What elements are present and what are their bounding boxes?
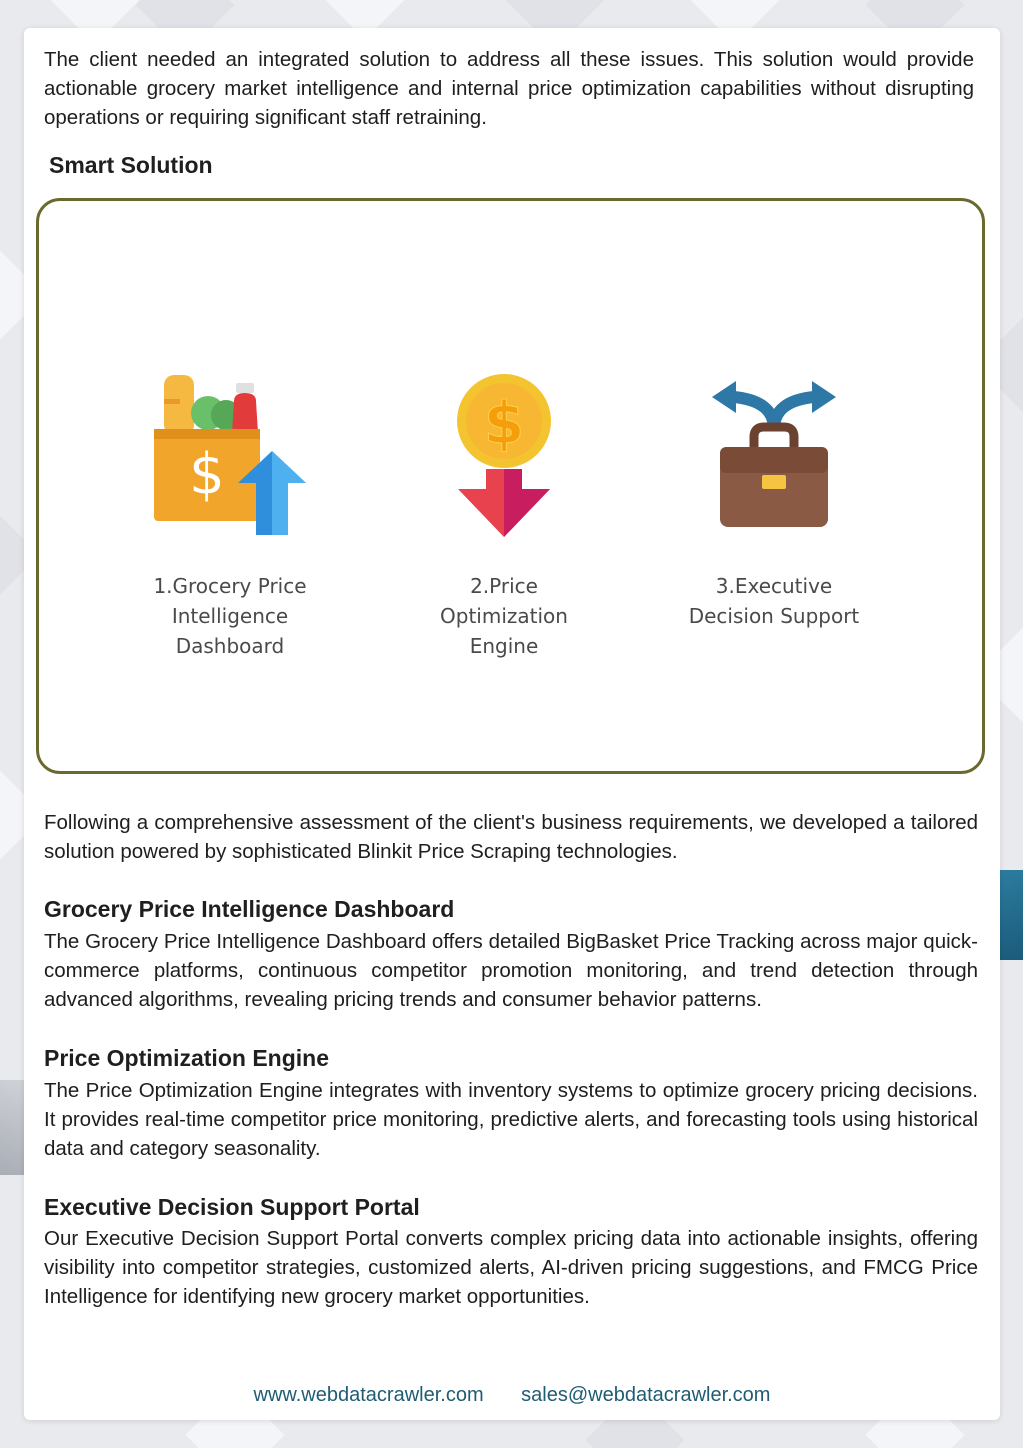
footer [24,1384,1000,1407]
email-link[interactable]: sales@webdatacrawler.com [521,1384,771,1406]
feature-label: 2.Price Optimization Engine [440,574,568,658]
feature-price-optimization [404,371,604,661]
section-title: Smart Solution [49,152,213,178]
section-heading-executive-portal: Executive Decision Support Portal [44,1194,420,1220]
dollar-coin-down-arrow-icon [424,371,584,541]
smart-solution-box [36,198,985,774]
section-heading-price-engine: Price Optimization Engine [44,1045,329,1071]
website-link[interactable]: www.webdatacrawler.com [253,1384,484,1406]
intro-paragraph: The client needed an integrated solution to address all these issues. This solution would provide actionable grocery market intelligence and internal price optimization capabilities without disrupting operations or requiring significant staff retraining. [44,48,974,129]
feature-label: 1.Grocery Price Intelligence Dashboard [153,574,307,658]
feature-grocery-dashboard [130,371,330,661]
feature-executive-support [674,371,874,631]
svg-text:$: $ [189,442,225,507]
section-body-dashboard: The Grocery Price Intelligence Dashboard offers detailed BigBasket Price Tracking across major quick-commerce platforms, continuous competitor promotion monitoring, and trend detection through advanced algorithms, revealing pricing trends and consumer behavior patterns. [44,930,978,1011]
grocery-bag-dollar-icon [150,371,310,541]
right-accent-stripe [997,870,1023,960]
summary-paragraph: Following a comprehensive assessment of the client's business requirements, we developed a tailored solution powered by sophisticated Blinkit Price Scraping technologies. [44,811,978,863]
section-body-price-engine: The Price Optimization Engine integrates with inventory systems to optimize grocery pricing decisions. It provides real-time competitor price monitoring, predictive alerts, and forecasting tools using historical data and category seasonality. [44,1079,978,1160]
section-heading-dashboard: Grocery Price Intelligence Dashboard [44,896,455,922]
svg-text:$: $ [483,389,525,457]
section-body-executive-portal: Our Executive Decision Support Portal converts complex pricing data into actionable insights, offering visibility into competitor strategies, customized alerts, AI-driven pricing suggestions, and FMCG Price Intelligence for identifying new grocery market opportunities. [44,1227,978,1308]
briefcase-split-arrows-icon [694,371,854,541]
feature-label: 3.Executive Decision Support [688,574,860,628]
document-page [24,28,1000,1420]
left-accent-stripe [0,1080,26,1175]
